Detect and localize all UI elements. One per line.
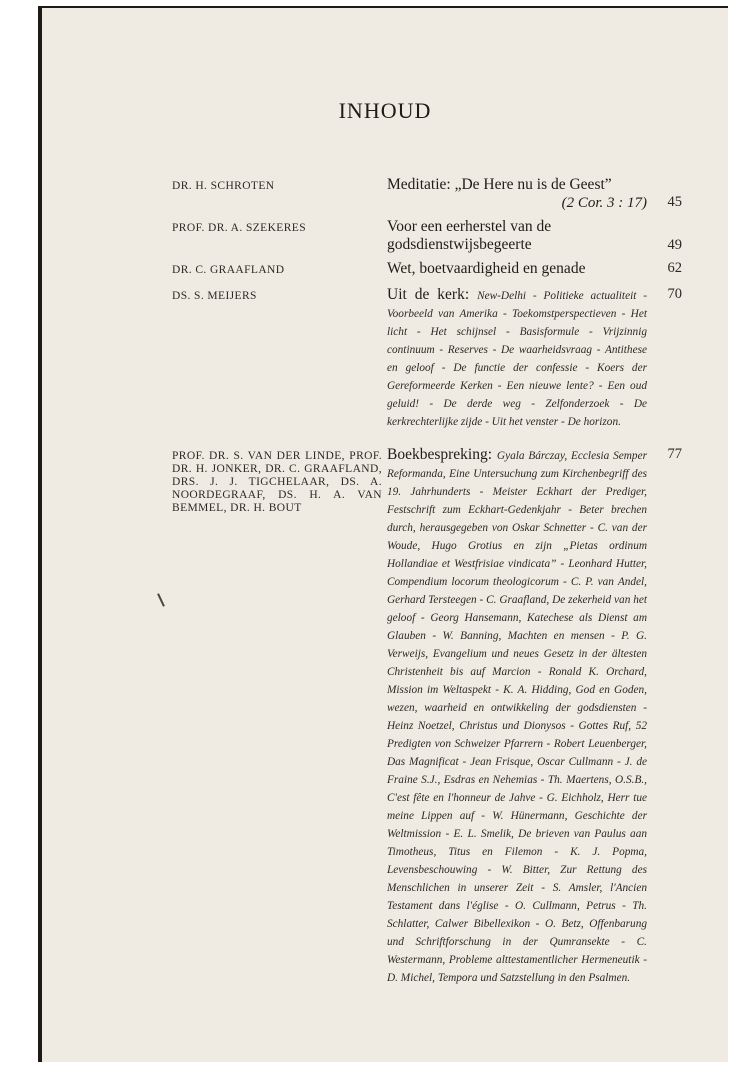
- toc-description: New-Delhi - Politieke actualiteit - Voorbeeld van Amerika - Toekomstperspectieven - Het licht - Het schijnsel - Basisformule - Vrijzinnig continuum - Reserves - De waarheidsvraag - Antithese en geloof - De functie der confessie - Koers der Gereformeerde Kerken - Een nieuwe lente? - Een oud geluid! - De derde weg - Zelfonderzoek - De kerkrechterlijke zijde - Uit het venster - De horizon.: [387, 290, 647, 428]
- toc-heading: Wet, boetvaardigheid en genade: [387, 260, 586, 277]
- toc-description: Gyala Bárczay, Ecclesia Semper Reformanda, Eine Untersuchung zum Kirchenbegriff des 19. Jahrhunderts - Meister Eckhart der Prediger, Festschrift zum Eckhart-Gedenkjahr - Beter brechen durch, herausgegeben von Oskar Schnetter - C. van der Woude, Hugo Grotius en zijn „Pietas ordinum Hollandiae et Westfrisiae vindicata” - Leonhard Hutter, Compendium locorum theologicorum - C. P. van Andel, Gerhard Tersteegen - C. Graafland, De zekerheid van het geloof - Georg Hansemann, Katechese als Dienst am Glauben - W. Banning, Machten en mensen - P. G. Verweijs, Evangelium und neues Gesetz in der ältesten Christenheit bis auf Marcion - Ronald K. Orchard, Mission im Weltaspekt - K. A. Hidding, God en Goden, wezen, waarheid en ontwikkeling der godsdiensten - Heinz Noetzel, Christus und Dionysos - Gottes Ruf, 52 Predigten von Schweizer Pfarrern - Robert Leuenberger, Das Magnificat - Jean Frisque, Oscar Cullmann - J. de Fraine S.J., Esdras en Nehemias - Th. Maertens, O.S.B., C'est fête en l'honneur de Jahve - G. Eichholz, Herr tue meine Lippen auf - W. Hünermann, Geschichte der Weltmission - E. L. Smelik, De brieven van Paulus aan Timotheus, Titus en Filemon - K. J. Popma, Levensbeschouwing - W. Bitter, Zur Rettung des Menschlichen in unserer Zeit - S. Amsler, l'Ancien Testament dans l'église - O. Cullmann, Petrus - Th. Schlatter, Calwer Bibellexikon - O. Betz, Offenbarung und Schriftforschung in der Qumransekte - C. Westermann, Probleme alttestamentlicher Hermeneutik - D. Michel, Tempora und Satzstellung in den Psalmen.: [387, 450, 647, 984]
- toc-author: DR. H. SCHROTEN: [172, 180, 275, 192]
- toc-heading: Voor een eerherstel van de godsdienstwijsbegeerte: [387, 218, 552, 253]
- toc-subheading: (2 Cor. 3 : 17): [561, 195, 647, 211]
- toc-content: [387, 176, 647, 212]
- toc-page-number: 62: [667, 260, 682, 276]
- toc-heading: Meditatie: „De Here nu is de Geest”: [387, 176, 612, 193]
- toc-content: [387, 260, 647, 278]
- toc-page-number: 70: [667, 286, 682, 302]
- page-title: INHOUD: [338, 98, 432, 123]
- document-page: [38, 6, 728, 1062]
- toc-content: [387, 286, 647, 430]
- toc-page-number: 45: [667, 194, 682, 210]
- toc-author: PROF. DR. A. SZEKERES: [172, 222, 307, 234]
- toc-page-number: 77: [667, 446, 682, 462]
- toc-content: [387, 446, 647, 986]
- toc-author: DR. C. GRAAFLAND: [172, 264, 285, 276]
- toc-author: DS. S. MEIJERS: [172, 290, 257, 302]
- toc-heading: Uit de kerk:: [387, 286, 478, 303]
- toc-content: [387, 218, 647, 254]
- toc-author: PROF. DR. S. VAN DER LINDE, PROF. DR. H. JONKER, DR. C. GRAAFLAND, DRS. J. J. TIGCHELAAR, DS. A. NOORDEGRAAF, DS. H. A. VAN BEMMEL, DR. H. BOUT: [172, 450, 382, 514]
- toc-page-number: 49: [667, 237, 682, 253]
- pencil-mark: [157, 593, 165, 607]
- toc-heading: Boekbespreking:: [387, 446, 497, 463]
